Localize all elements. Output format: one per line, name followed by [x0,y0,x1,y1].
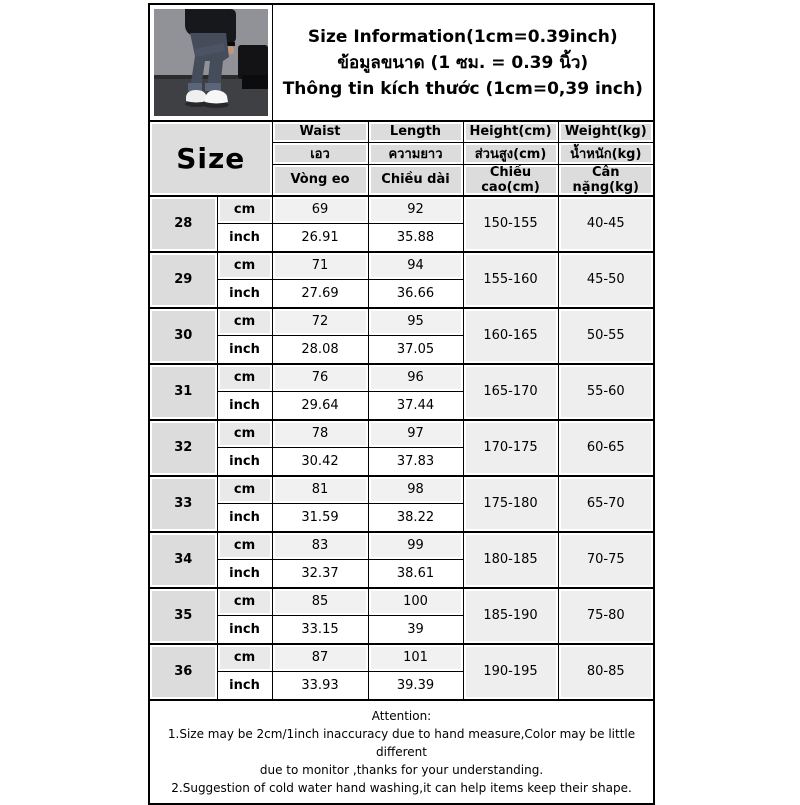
title-line-th: ข้อมูลขนาด (1 ซม. = 0.39 นิ้ว) [337,52,589,73]
weight-range-value: 65-70 [558,476,654,532]
height-range-value: 155-160 [463,252,558,308]
height-range-value: 190-195 [463,644,558,700]
size-value: 32 [149,420,217,476]
waist-inch-value: 28.08 [272,336,368,364]
size-table-body [149,196,654,700]
height-range-value: 165-170 [463,364,558,420]
size-row-cm [149,252,654,280]
length-cm-value: 96 [368,364,463,392]
size-row-cm [149,420,654,448]
length-cm-value: 95 [368,308,463,336]
size-row-cm [149,588,654,616]
height-range-value: 175-180 [463,476,558,532]
unit-label-inch: inch [217,336,272,364]
length-cm-value: 97 [368,420,463,448]
size-value: 30 [149,308,217,364]
title-line-vi: Thông tin kích thước (1cm=0,39 inch) [282,78,643,99]
waist-inch-value: 31.59 [272,504,368,532]
length-inch-value: 35.88 [368,224,463,252]
weight-range-value: 80-85 [558,644,654,700]
size-value: 29 [149,252,217,308]
height-range-value: 185-190 [463,588,558,644]
footer-section [149,700,654,804]
length-inch-value: 38.61 [368,560,463,588]
size-row-cm [149,644,654,672]
size-info-title [272,4,654,121]
title-line-en: Size Information(1cm=0.39inch) [307,26,618,47]
attention-note [149,700,654,804]
unit-label-cm: cm [217,588,272,616]
col-header-length-vi: Chiều dài [368,164,463,196]
waist-cm-value: 83 [272,532,368,560]
size-value: 33 [149,476,217,532]
unit-label-cm: cm [217,476,272,504]
weight-range-value: 70-75 [558,532,654,588]
length-inch-value: 38.22 [368,504,463,532]
length-cm-value: 94 [368,252,463,280]
height-range-value: 180-185 [463,532,558,588]
weight-range-value: 55-60 [558,364,654,420]
size-value: 28 [149,196,217,252]
unit-label-inch: inch [217,504,272,532]
unit-label-cm: cm [217,420,272,448]
length-cm-value: 92 [368,196,463,224]
length-inch-value: 37.44 [368,392,463,420]
weight-range-value: 60-65 [558,420,654,476]
attention-line-1: 1.Size may be 2cm/1inch inaccuracy due to hand measure,Color may be little different [167,726,636,759]
unit-label-cm: cm [217,252,272,280]
product-photo-image [154,9,268,116]
col-header-height-vi: Chiều cao(cm) [463,164,558,196]
waist-inch-value: 33.15 [272,616,368,644]
length-inch-value: 39.39 [368,672,463,700]
attention-line-3: 2.Suggestion of cold water hand washing,it can help items keep their shape. [171,780,632,795]
col-header-length-th: ความยาว [368,142,463,164]
col-header-weight-en: Weight(kg) [558,121,654,142]
unit-label-inch: inch [217,448,272,476]
attention-line-2: due to monitor ,thanks for your understanding. [259,762,544,777]
waist-inch-value: 29.64 [272,392,368,420]
waist-inch-value: 32.37 [272,560,368,588]
head-section [149,4,654,196]
size-chart-sheet [148,3,655,805]
waist-cm-value: 72 [272,308,368,336]
height-range-value: 170-175 [463,420,558,476]
col-header-waist-vi: Vòng eo [272,164,368,196]
unit-label-inch: inch [217,224,272,252]
unit-label-cm: cm [217,364,272,392]
length-cm-value: 101 [368,644,463,672]
waist-cm-value: 87 [272,644,368,672]
unit-label-cm: cm [217,308,272,336]
waist-cm-value: 85 [272,588,368,616]
unit-label-inch: inch [217,616,272,644]
length-cm-value: 99 [368,532,463,560]
col-header-waist-en: Waist [272,121,368,142]
size-row-cm [149,364,654,392]
unit-label-inch: inch [217,392,272,420]
unit-label-inch: inch [217,672,272,700]
waist-inch-value: 26.91 [272,224,368,252]
size-row-cm [149,308,654,336]
col-header-height-en: Height(cm) [463,121,558,142]
col-header-length-en: Length [368,121,463,142]
unit-label-cm: cm [217,196,272,224]
attention-heading: Attention: [371,708,432,723]
size-row-cm [149,532,654,560]
waist-cm-value: 81 [272,476,368,504]
unit-label-inch: inch [217,560,272,588]
length-inch-value: 37.83 [368,448,463,476]
col-header-height-th: ส่วนสูง(cm) [463,142,558,164]
weight-range-value: 50-55 [558,308,654,364]
size-row-cm [149,196,654,224]
size-value: 36 [149,644,217,700]
waist-cm-value: 71 [272,252,368,280]
size-row-cm [149,476,654,504]
waist-cm-value: 76 [272,364,368,392]
size-value: 34 [149,532,217,588]
length-cm-value: 98 [368,476,463,504]
waist-inch-value: 33.93 [272,672,368,700]
length-cm-value: 100 [368,588,463,616]
waist-inch-value: 27.69 [272,280,368,308]
unit-label-inch: inch [217,280,272,308]
weight-range-value: 40-45 [558,196,654,252]
height-range-value: 160-165 [463,308,558,364]
length-inch-value: 37.05 [368,336,463,364]
size-column-header: Size [149,121,272,196]
waist-cm-value: 78 [272,420,368,448]
col-header-waist-th: เอว [272,142,368,164]
unit-label-cm: cm [217,644,272,672]
length-inch-value: 39 [368,616,463,644]
height-range-value: 150-155 [463,196,558,252]
col-header-weight-th: น้ำหนัก(kg) [558,142,654,164]
unit-label-cm: cm [217,532,272,560]
waist-inch-value: 30.42 [272,448,368,476]
weight-range-value: 45-50 [558,252,654,308]
col-header-weight-vi: Cân nặng(kg) [558,164,654,196]
waist-cm-value: 69 [272,196,368,224]
size-value: 35 [149,588,217,644]
length-inch-value: 36.66 [368,280,463,308]
product-photo-cell [149,4,272,121]
size-value: 31 [149,364,217,420]
size-table [148,3,655,805]
weight-range-value: 75-80 [558,588,654,644]
